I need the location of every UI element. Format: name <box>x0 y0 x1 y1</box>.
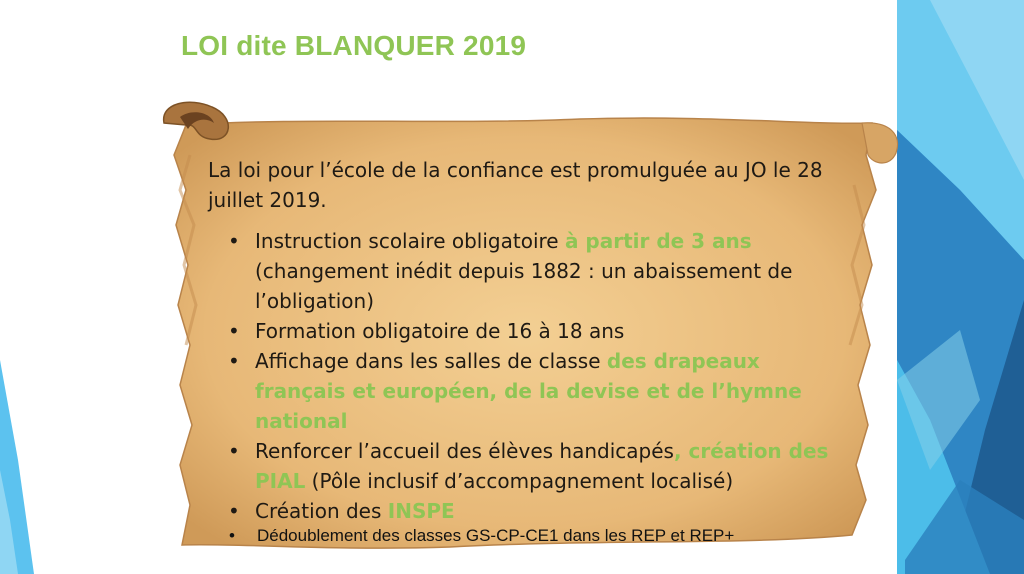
list-item-highlight: INSPE <box>387 499 455 523</box>
left-blue-sliver <box>0 0 60 574</box>
list-item <box>228 496 848 526</box>
list-item <box>228 226 848 316</box>
bullet-icon: • <box>228 319 240 343</box>
list-item-text: (Pôle inclusif d’accompagnement localisé) <box>305 469 734 493</box>
extra-list-item <box>229 525 734 547</box>
list-item-text: Création des <box>255 499 388 523</box>
list-item-text: Affichage dans les salles de classe <box>255 349 607 373</box>
bullet-icon: • <box>228 439 240 463</box>
list-item <box>228 346 848 436</box>
bullet-icon: • <box>228 349 240 373</box>
list-item-highlight: , création des PIAL <box>255 439 829 493</box>
bullet-icon: • <box>229 526 235 545</box>
extra-list-item-text: Dédoublement des classes GS-CP-CE1 dans les REP et REP+ <box>257 526 735 545</box>
bullet-icon: • <box>228 499 240 523</box>
list-item-text: Renforcer l’accueil des élèves handicapés <box>255 439 674 463</box>
list-item <box>228 436 848 496</box>
bullet-icon: • <box>228 229 240 253</box>
intro-text: La loi pour l’école de la confiance est promulguée au JO le 28 juillet 2019. <box>208 158 823 212</box>
list-item-highlight: des drapeaux français et européen, de la devise et de l’hymne national <box>255 349 802 433</box>
list-item-highlight: à partir de 3 ans <box>564 229 752 253</box>
list-item <box>228 316 848 346</box>
list-item-text: Formation obligatoire de 16 à 18 ans <box>255 319 625 343</box>
slide-title: LOI dite BLANQUER 2019 <box>181 30 527 61</box>
bullet-list <box>228 226 848 526</box>
list-item-text: Instruction scolaire obligatoire <box>255 229 565 253</box>
list-item-text: (changement inédit depuis 1882 : un abaissement de l’obligation) <box>255 259 793 313</box>
